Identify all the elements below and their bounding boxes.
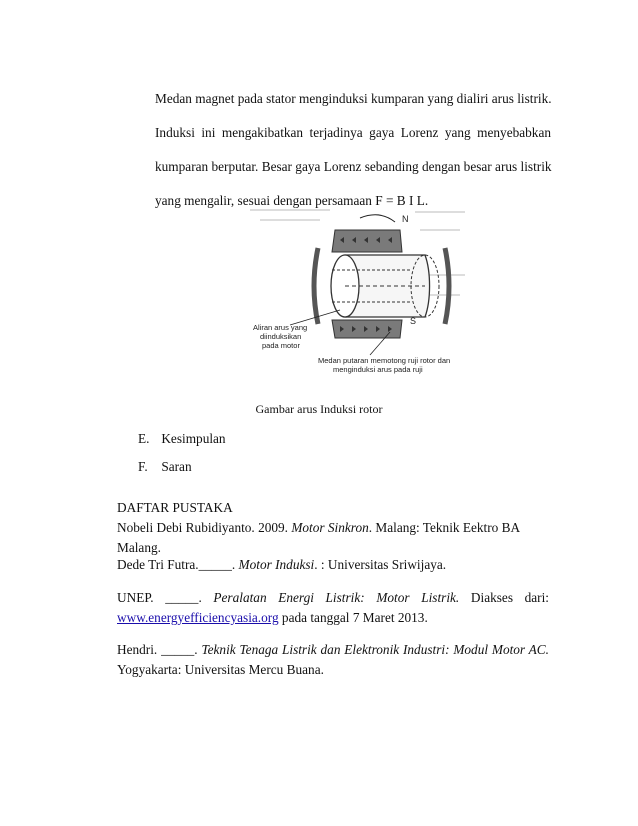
- rotating-field-label-line: menginduksi arus pada ruji: [333, 365, 423, 374]
- section-item-kesimpulan: [138, 431, 226, 447]
- reference-item: [117, 588, 549, 628]
- reference-item: [117, 640, 549, 680]
- reference-text: UNEP. _____.: [117, 590, 214, 605]
- section-item-saran: [138, 459, 192, 475]
- induced-current-label-line: Aliran arus yang: [253, 323, 308, 332]
- paragraph-line: yang mengalir, sesuai dengan persamaan F = B I L.: [155, 193, 429, 208]
- reference-title: Motor Induksi: [238, 557, 315, 572]
- section-letter: F.: [138, 459, 148, 474]
- section-title: Kesimpulan: [161, 431, 226, 446]
- figure-caption: Gambar arus Induksi rotor: [255, 402, 383, 416]
- body-paragraph: [155, 82, 551, 218]
- induction-rotor-figure: [240, 200, 470, 382]
- reference-title: Peralatan Energi Listrik: Motor Listrik.: [213, 590, 460, 605]
- reference-link[interactable]: www.energyefficiencyasia.org: [117, 610, 279, 625]
- reference-text: . : Universitas Sriwijaya.: [314, 557, 447, 572]
- reference-item: [117, 555, 549, 575]
- reference-text: Nobeli Debi Rubidiyanto. 2009.: [117, 520, 292, 535]
- rotating-field-label-line: Medan putaran memotong ruji rotor dan: [318, 356, 451, 365]
- motor-diagram: [240, 200, 470, 382]
- reference-title: Motor Sinkron: [291, 520, 369, 535]
- induced-current-label-line: diinduksikan: [260, 332, 302, 341]
- reference-text: Dede Tri Futra._____.: [117, 557, 239, 572]
- induced-current-label-line: pada motor: [262, 341, 300, 350]
- reference-text: Hendri. _____.: [117, 642, 202, 657]
- paragraph-line: Medan magnet pada stator menginduksi kumparan yang dialiri arus listrik.: [155, 91, 552, 106]
- reference-text: pada tanggal 7 Maret 2013.: [278, 610, 428, 625]
- south-pole-label: S: [410, 316, 417, 326]
- section-letter: E.: [138, 431, 150, 446]
- reference-text: . Malang: Teknik Eektro BA Malang.: [117, 520, 520, 555]
- section-title: Saran: [161, 459, 192, 474]
- reference-text: Yogyakarta: Universitas Mercu Buana.: [117, 662, 324, 677]
- north-pole-label: N: [402, 214, 409, 224]
- reference-text: Diakses dari:: [459, 590, 549, 605]
- paragraph-line: Induksi ini mengakibatkan terjadinya gaya Lorenz yang menyebabkan: [155, 125, 551, 140]
- reference-item: [117, 518, 549, 558]
- reference-title: Teknik Tenaga Listrik dan Elektronik Industri: Modul Motor AC.: [201, 642, 549, 657]
- references-heading: DAFTAR PUSTAKA: [117, 500, 233, 515]
- paragraph-line: kumparan berputar. Besar gaya Lorenz sebanding dengan besar arus listrik: [155, 159, 552, 174]
